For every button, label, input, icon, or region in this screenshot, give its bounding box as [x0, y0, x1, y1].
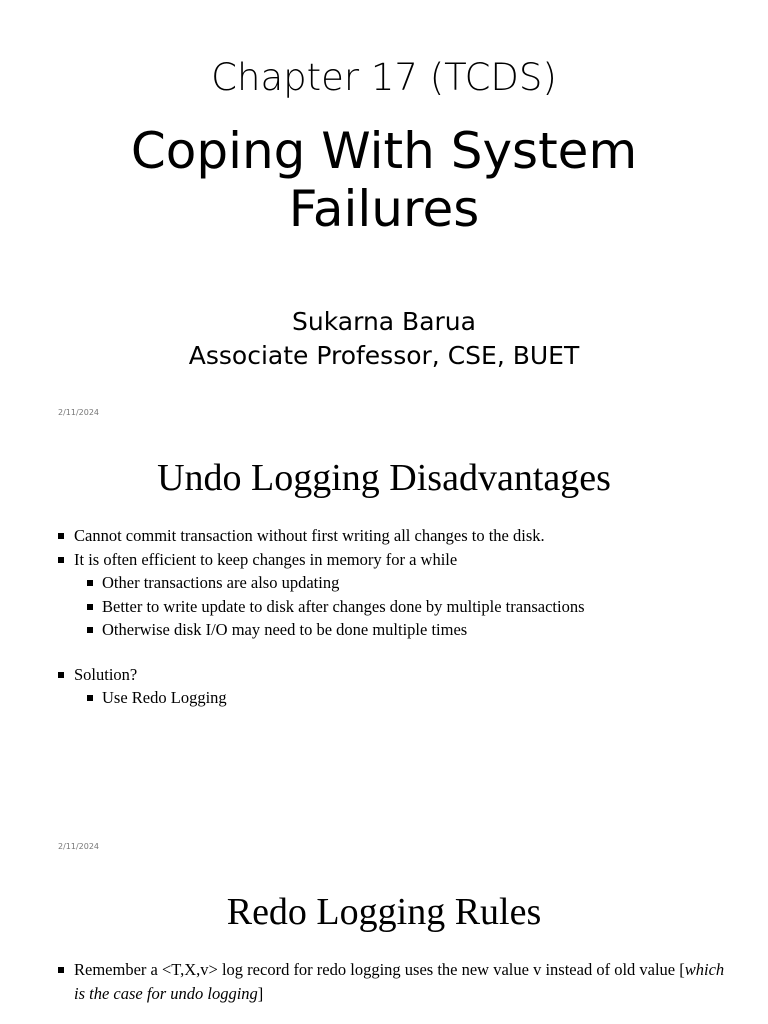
slide-main-title — [0, 122, 768, 238]
bullet-text: Other transactions are also updating — [102, 573, 340, 592]
bullet-emphasis: which is the case for undo logging — [74, 960, 725, 1003]
square-bullet-icon — [58, 557, 64, 563]
bullet-list — [58, 524, 738, 710]
slide-heading: Redo Logging Rules — [226, 891, 542, 933]
list-item — [58, 548, 738, 572]
square-bullet-icon — [87, 580, 93, 586]
author-affiliation: Associate Professor, CSE, BUET — [188, 341, 580, 370]
slide-date: 2/11/2024 — [58, 842, 100, 851]
list-item — [58, 524, 738, 548]
square-bullet-icon — [58, 967, 64, 973]
slide-date: 2/11/2024 — [58, 408, 100, 417]
square-bullet-icon — [58, 672, 64, 678]
bullet-text: Better to write update to disk after changes done by multiple transactions — [102, 596, 585, 616]
bullet-text: Remember a <T,X,v> log record for redo logging uses the new value v instead of old value [ — [74, 960, 685, 979]
author-block — [0, 305, 768, 373]
bullet-text: Cannot commit transaction without first writing all changes to the disk. — [74, 526, 545, 545]
bullet-text: It is often efficient to keep changes in memory for a while — [74, 549, 458, 569]
list-item — [58, 663, 738, 687]
slide-title-page — [0, 0, 768, 432]
bullet-text: Use Redo Logging — [102, 688, 227, 707]
slide-heading: Undo Logging Disadvantages — [157, 457, 611, 499]
bullet-list — [58, 958, 738, 1005]
slide-undo-disadvantages — [0, 432, 768, 864]
bullet-text-end: ] — [257, 983, 264, 1003]
square-bullet-icon — [87, 604, 93, 610]
title-line-1: Coping With System — [130, 122, 638, 180]
bullet-text: Solution? — [74, 664, 138, 684]
title-line-2: Failures — [288, 180, 480, 238]
slide-redo-rules — [0, 864, 768, 1024]
list-item — [58, 958, 738, 1005]
list-item — [58, 595, 738, 619]
square-bullet-icon — [87, 695, 93, 701]
chapter-heading: Chapter 17 (TCDS) — [211, 56, 557, 99]
list-item — [58, 686, 738, 710]
author-name: Sukarna Barua — [292, 307, 476, 336]
bullet-text: Otherwise disk I/O may need to be done multiple times — [102, 620, 468, 639]
list-item — [58, 618, 738, 642]
square-bullet-icon — [58, 533, 64, 539]
square-bullet-icon — [87, 627, 93, 633]
list-item — [58, 571, 738, 595]
